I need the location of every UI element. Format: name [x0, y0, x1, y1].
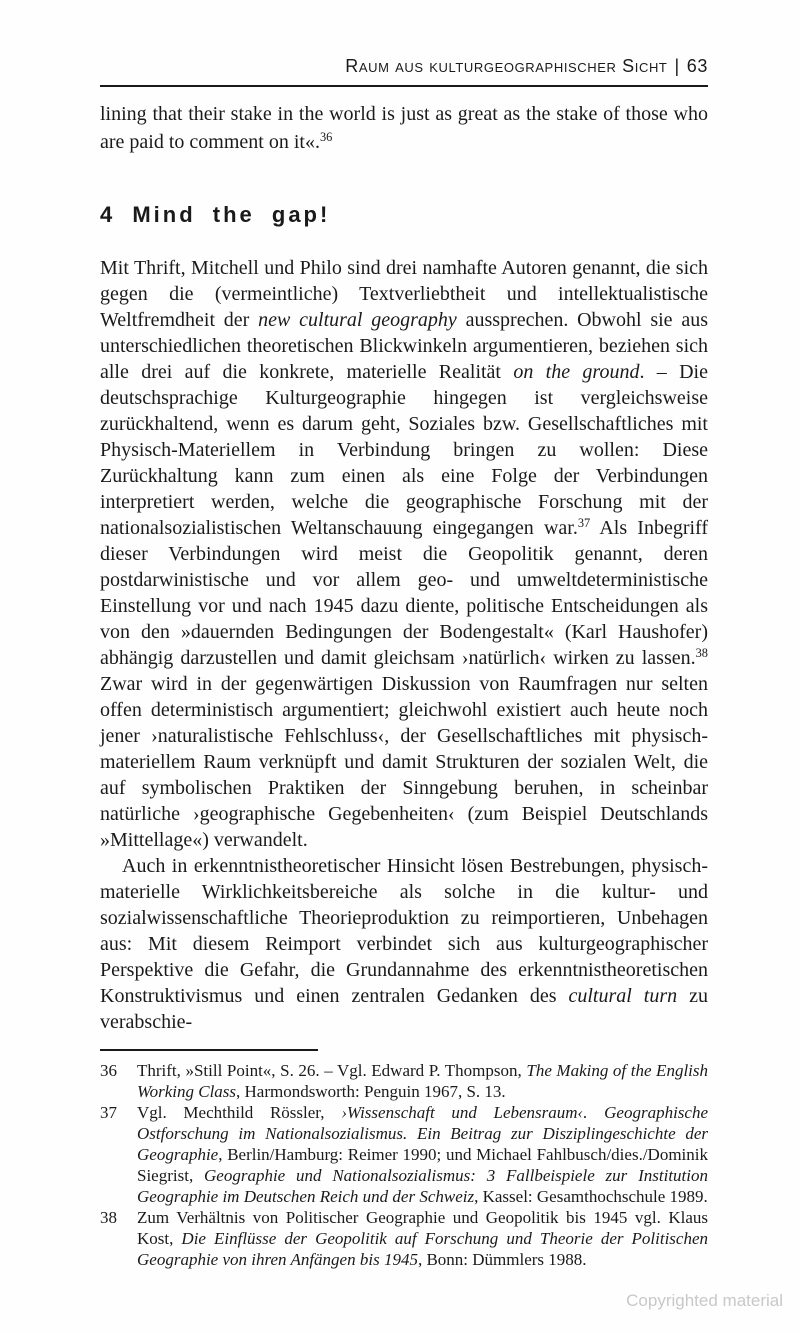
section-heading: 4 Mind the gap! — [100, 202, 331, 227]
footnote-38 — [100, 1207, 708, 1270]
header-separator: | — [674, 56, 680, 76]
chapter-title: Raum aus kulturgeographischer Sicht — [345, 56, 668, 76]
copyright-watermark: Copyrighted material — [626, 1291, 783, 1310]
footnote-text: Zum Verhältnis von Politischer Geographie und Geopolitik bis 1945 vgl. Klaus Kost, Die Einflüsse der Geopolitik auf Forschung und Theorie der Politischen Geographie von ihren Anfängen bis 1945, Bonn: Dümmlers 1988. — [137, 1208, 708, 1269]
text-block — [100, 55, 708, 1270]
body-paragraph-2: Auch in erkenntnistheoretischer Hinsicht lösen Bestrebungen, physisch-materielle Wirklichkeitsbereiche als solche in die kultur- und sozialwissenschaftliche Theorieproduktion zu reimportieren, Unbehagen aus: Mit diesem Reimport verbindet sich aus kulturgeographischer Perspektive die Gefahr, die Grundannahme des erkenntnistheoretischen Konstruktivismus und einen zentralen Gedanken des cultural turn zu verabschie- — [100, 855, 708, 1033]
footnote-separator — [100, 1049, 318, 1051]
footnote-number: 37 — [100, 1103, 117, 1122]
page-number: 63 — [686, 56, 708, 76]
footnote-number: 36 — [100, 1061, 117, 1080]
footnote-text: Vgl. Mechthild Rössler, ›Wissenschaft und Lebensraum‹. Geographische Ostforschung im Nationalsozialismus. Ein Beitrag zur Disziplingeschichte der Geographie, Berlin/Hamburg: Reimer 1990; und Michael Fahlbusch/dies./Dominik Siegrist, Geographie und Nationalsozialismus: 3 Fallbeispiele zur Institution Geographie im Deutschen Reich und der Schweiz, Kassel: Gesamthochschule 1989. — [137, 1103, 708, 1206]
footnote-text: Thrift, »Still Point«, S. 26. – Vgl. Edward P. Thompson, The Making of the English Working Class, Harmondsworth: Penguin 1967, S. 13. — [137, 1061, 709, 1101]
footnote-37 — [100, 1102, 708, 1207]
body-paragraph-1: Mit Thrift, Mitchell und Philo sind drei namhafte Autoren genannt, die sich gegen die (vermeintliche) Textverliebtheit und intellektualistische Weltfremdheit der new cultural geography aussprechen. Obwohl sie aus unterschiedlichen theoretischen Blickwinkeln argumentieren, beziehen sich alle drei auf die konkrete, materielle Realität on the ground. – Die deutschsprachige Kulturgeographie hingegen ist vergleichsweise zurückhaltend, wenn es darum geht, Soziales bzw. Gesellschaftliches mit Physisch-Materiellem in Verbindung bringen zu wollen: Diese Zurückhaltung kann zum einen als eine Folge der Verbindungen interpretiert werden, welche die geographische Forschung mit der nationalsozialistischen Weltanschauung eingegangen war.$^{37}$ Als Inbegriff dieser Verbindungen wird meist die Geopolitik genannt, deren postdarwinistische und vor allem geo- und umweltdeterministische Einstellung vor und nach 1945 dazu diente, politische Entscheidungen als von den »dauernden Bedingungen der Bodengestalt« (Karl Haushofer) abhängig darzustellen und damit gleichsam ›natürlich‹ wirken zu lassen.$^{38}$ Zwar wird in der gegenwärtigen Diskussion von Raumfragen nur selten offen deterministisch argumentiert; gleichwohl existiert auch heute noch jener ›naturalistische Fehlschluss‹, der Gesellschaftliches mit physisch-materiellem Raum verknüpft und damit Strukturen der sozialen Welt, die auf symbolischen Praktiken der Sinngebung beruhen, in scheinbar natürliche ›geographische Gegebenheiten‹ (zum Beispiel Deutschlands »Mittellage«) verwandelt. — [100, 257, 708, 851]
running-head — [100, 55, 708, 87]
carryover-paragraph: lining that their stake in the world is just as great as the stake of those who are paid to comment on it«.$^{36}$ — [100, 103, 708, 153]
footnote-36 — [100, 1060, 708, 1102]
footnotes-block — [100, 1060, 708, 1270]
footnote-number: 38 — [100, 1208, 117, 1227]
